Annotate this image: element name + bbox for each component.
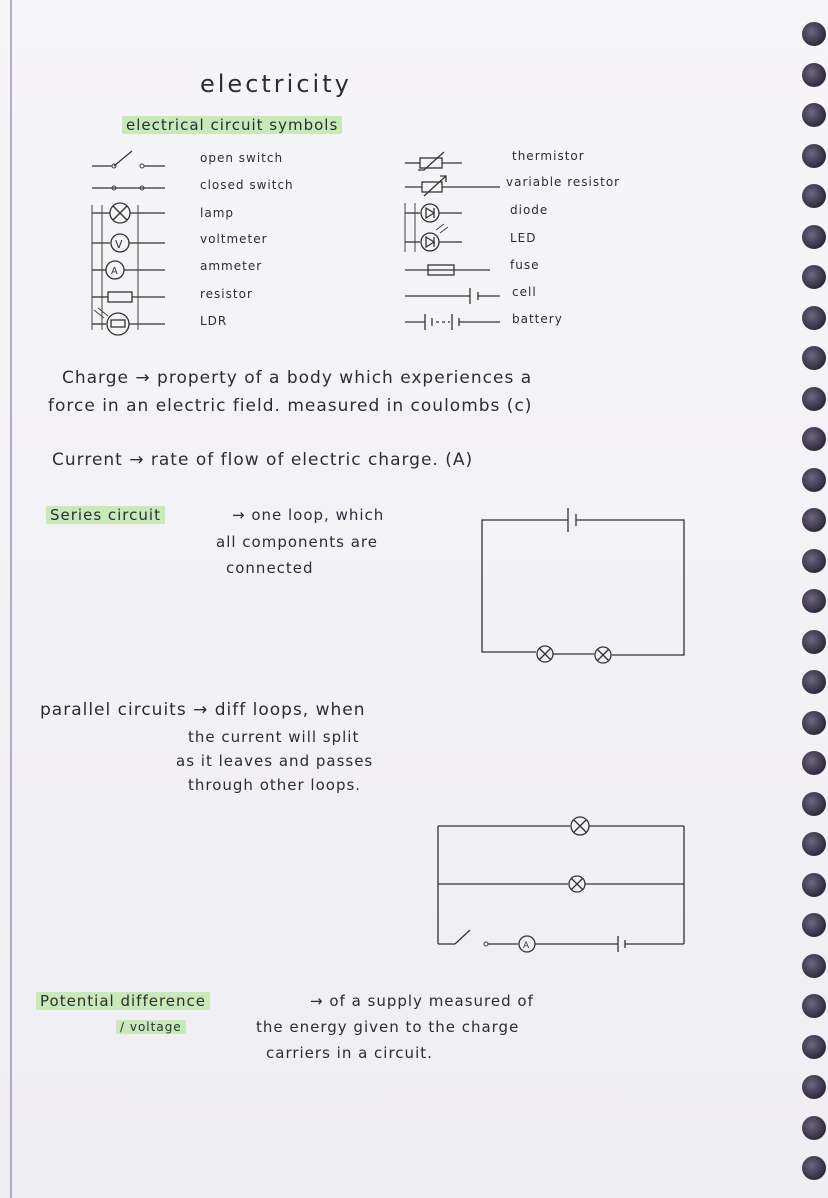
label-diode: diode — [510, 203, 549, 217]
parallel-circuit-diagram — [438, 817, 684, 952]
potential-difference-line2: the energy given to the charge — [256, 1018, 520, 1036]
label-led: LED — [510, 231, 537, 245]
parallel-ammeter-glyph: A — [523, 941, 530, 951]
lamp-icon — [92, 203, 165, 330]
series-circuit-line1: → one loop, which — [232, 506, 385, 524]
label-resistor: resistor — [200, 287, 253, 301]
label-variable-resistor: variable resistor — [506, 175, 621, 189]
label-open-switch: open switch — [200, 151, 284, 165]
parallel-circuits-line1: parallel circuits → diff loops, when — [40, 700, 366, 720]
series-circuit-line2: all components are — [216, 533, 378, 551]
resistor-icon — [92, 292, 165, 302]
ammeter-icon — [92, 261, 165, 279]
label-fuse: fuse — [510, 258, 540, 272]
ammeter-glyph: A — [111, 266, 118, 277]
potential-difference-line1: → of a supply measured of — [310, 992, 534, 1010]
series-circuit-term-text: Series circuit — [46, 506, 165, 524]
potential-difference-term-text: Potential difference — [36, 992, 210, 1010]
voltmeter-icon — [92, 234, 165, 252]
fuse-icon — [405, 265, 490, 275]
voltage-term — [116, 1020, 186, 1034]
open-switch-icon — [92, 151, 165, 168]
label-ammeter: ammeter — [200, 259, 263, 273]
potential-difference-line3: carriers in a circuit. — [266, 1044, 433, 1062]
current-definition: Current → rate of flow of electric charge. (A) — [52, 450, 474, 470]
label-lamp: lamp — [200, 206, 234, 220]
parallel-circuits-line2: the current will split — [188, 728, 360, 746]
potential-difference-term — [36, 992, 210, 1010]
voltmeter-glyph: V — [115, 238, 123, 251]
page-title: electricity — [200, 70, 352, 98]
thermistor-icon — [405, 152, 462, 170]
label-closed-switch: closed switch — [200, 178, 294, 192]
cell-icon — [405, 288, 500, 304]
series-circuit-diagram — [482, 508, 684, 663]
symbols-heading-text: electrical circuit symbols — [122, 116, 342, 134]
variable-resistor-icon — [405, 176, 500, 196]
led-icon — [405, 224, 462, 251]
series-circuit-line3: connected — [226, 559, 314, 577]
charge-definition-line1: Charge → property of a body which experiences a — [62, 368, 533, 388]
ldr-icon — [92, 308, 165, 335]
parallel-circuits-line3: as it leaves and passes — [176, 752, 374, 770]
charge-definition-line2: force in an electric field. measured in coulombs (c) — [48, 396, 533, 416]
label-voltmeter: voltmeter — [200, 232, 268, 246]
label-ldr: LDR — [200, 314, 228, 328]
parallel-switch-icon — [455, 930, 470, 944]
label-battery: battery — [512, 312, 563, 326]
label-cell: cell — [512, 285, 537, 299]
label-thermistor: thermistor — [512, 149, 585, 163]
battery-icon — [405, 314, 500, 330]
series-circuit-term — [46, 506, 165, 524]
parallel-circuits-line4: through other loops. — [188, 776, 362, 794]
closed-switch-icon — [92, 186, 165, 190]
voltage-term-text: / voltage — [116, 1020, 186, 1034]
